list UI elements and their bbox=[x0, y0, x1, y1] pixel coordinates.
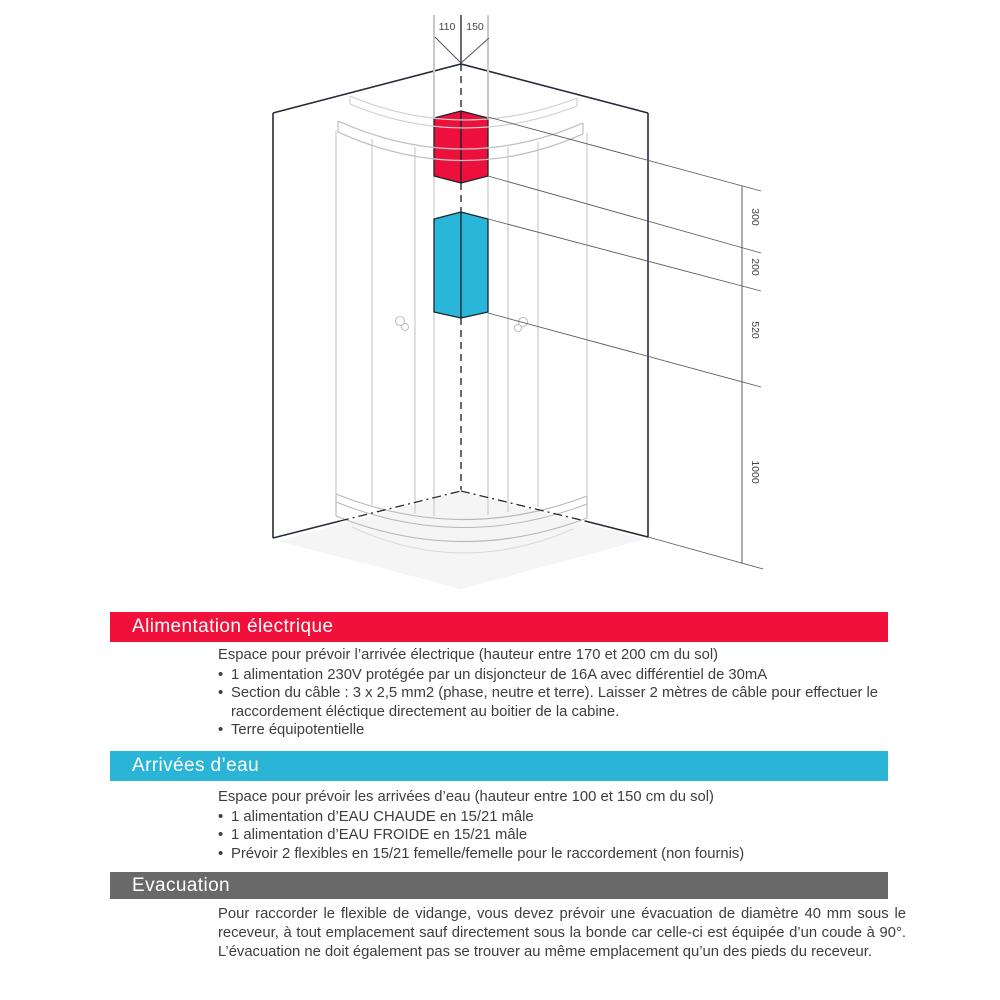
electric-zone-panel bbox=[434, 111, 488, 183]
electric-section-header bbox=[110, 612, 888, 642]
dim-520-label: 520 bbox=[749, 321, 761, 339]
list-item: • 1 alimentation d’EAU CHAUDE en 15/21 mâle bbox=[218, 808, 880, 827]
electric-section-body bbox=[218, 646, 880, 740]
list-item: • Prévoir 2 flexibles en 15/21 femelle/femelle pour le raccordement (non fournis) bbox=[218, 845, 880, 864]
dim-200-label: 200 bbox=[749, 258, 761, 276]
water-section-body bbox=[218, 788, 880, 863]
water-section-title: Arrivées d’eau bbox=[132, 755, 260, 776]
dim-150-label: 150 bbox=[466, 21, 484, 33]
dim-110-label: 110 bbox=[438, 21, 456, 33]
list-item: • 1 alimentation d’EAU FROIDE en 15/21 mâle bbox=[218, 826, 880, 845]
water-section-header bbox=[110, 751, 888, 781]
list-item: • Terre équipotentielle bbox=[218, 721, 880, 740]
dim-1000-label: 1000 bbox=[749, 460, 761, 484]
right-dimension-labels bbox=[749, 208, 761, 484]
evacuation-section-header bbox=[110, 872, 888, 899]
electric-intro: Espace pour prévoir l’arrivée électrique (hauteur entre 170 et 200 cm du sol) bbox=[218, 647, 719, 663]
list-item: • 1 alimentation 230V protégée par un disjoncteur de 16A avec différentiel de 30mA bbox=[218, 666, 880, 685]
electric-section-title: Alimentation électrique bbox=[132, 616, 334, 637]
evacuation-section-title: Evacuation bbox=[132, 874, 231, 896]
water-bullet-list bbox=[218, 808, 880, 864]
water-intro: Espace pour prévoir les arrivées d’eau (hauteur entre 100 et 150 cm du sol) bbox=[218, 789, 714, 805]
evacuation-paragraph: Pour raccorder le flexible de vidange, vous devez prévoir une évacuation de diamètre 40 mm sous le receveur, à tout emplacement sauf directement sous la bonde car celle-ci est équipée d’un coude à 90°. L’évacuation ne doit également pas se trouver au même emplacement qu’un des pieds du receveur. bbox=[218, 906, 906, 961]
list-item: • Section du câble : 3 x 2,5 mm2 (phase, neutre et terre). Laisser 2 mètres de câble pour effectuer le raccordement éléctique directement au boitier de la cabine. bbox=[218, 684, 880, 721]
dim-300-label: 300 bbox=[749, 208, 761, 226]
water-zone-panel bbox=[434, 212, 488, 318]
electric-bullet-list bbox=[218, 666, 880, 740]
